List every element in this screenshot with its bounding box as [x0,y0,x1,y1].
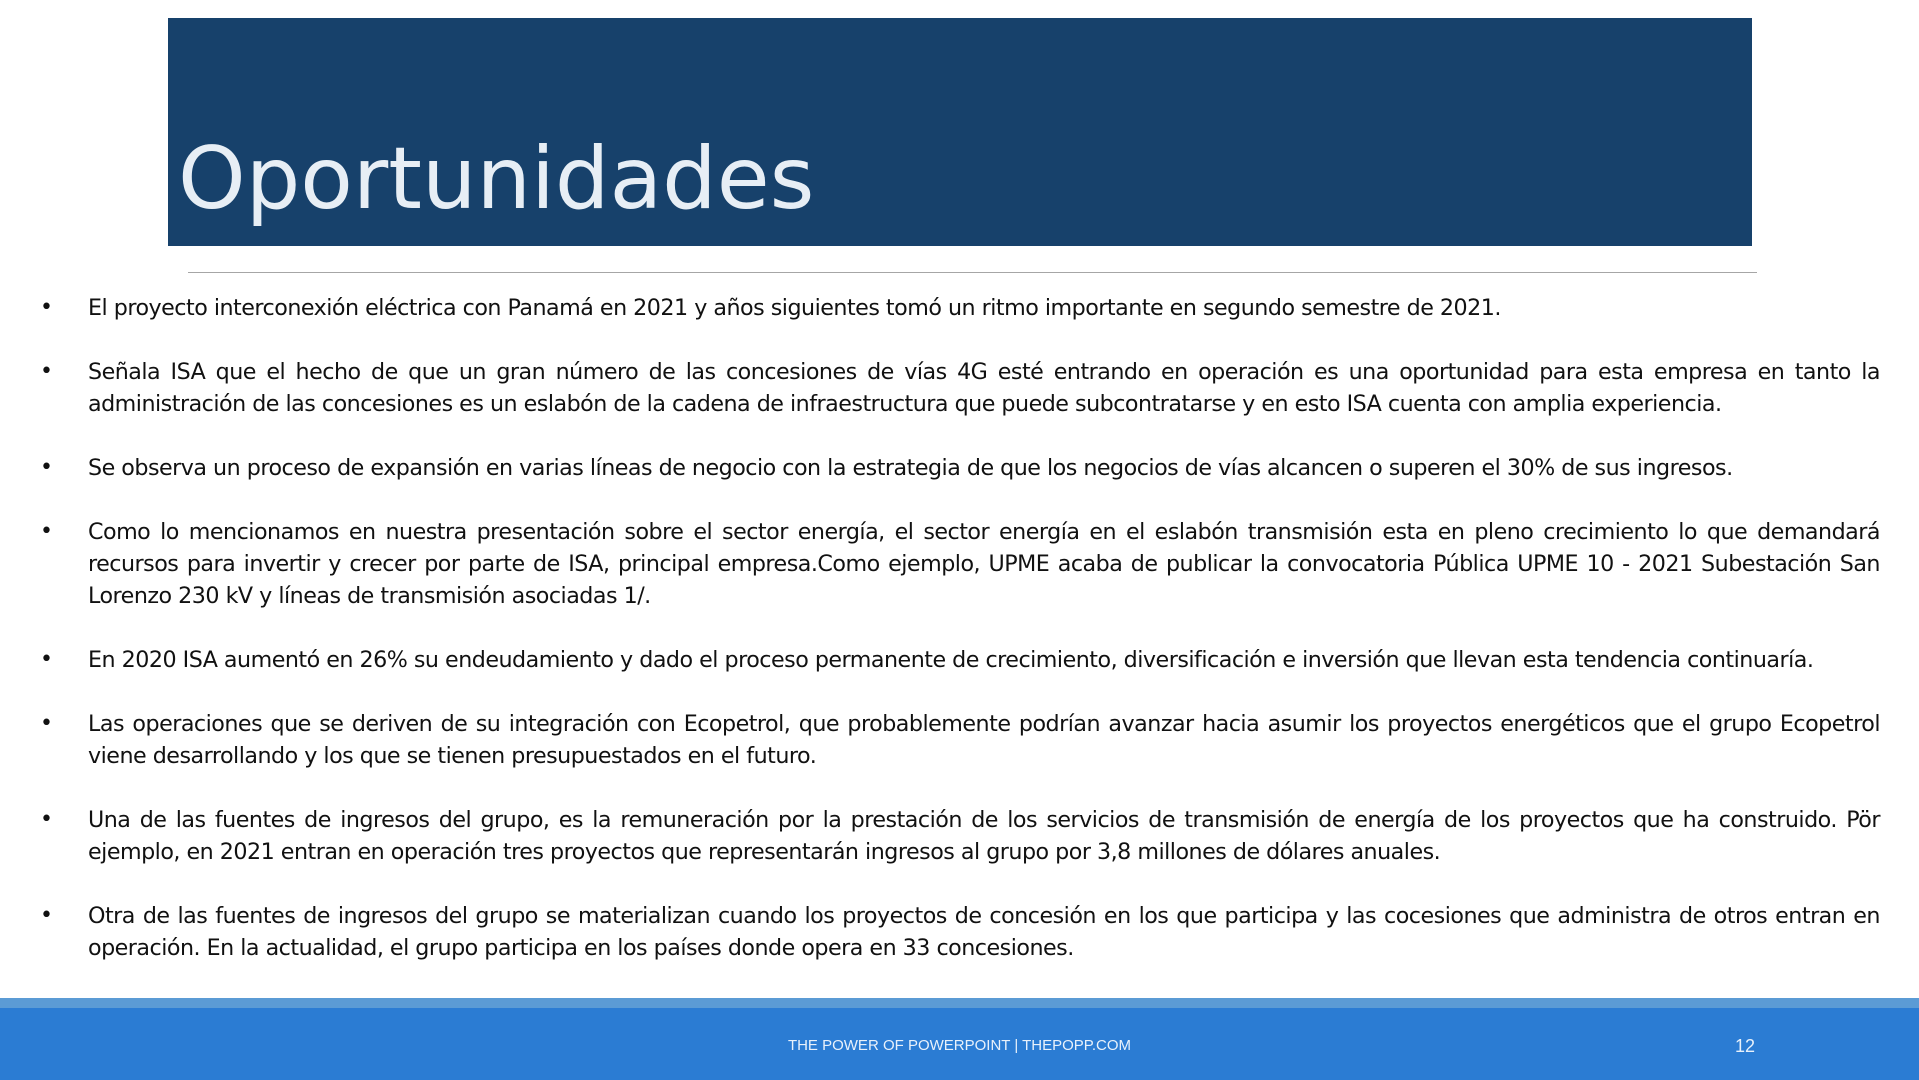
title-banner [168,18,1752,246]
bullet-dot-icon: • [40,295,53,320]
bullet-item [40,516,1880,612]
bullet-text: Señala ISA que el hecho de que un gran número de las concesiones de vías 4G esté entrando en operación es una oportunidad para esta empresa en tanto la administración de las concesiones es un eslabón de la cadena de infraestructura que puede subcontratarse y en esto ISA cuenta con amplia experiencia. [88,359,1880,417]
footer-accent-stripe [0,998,1919,1008]
footer-bar [0,1008,1919,1080]
bullet-text: Se observa un proceso de expansión en varias líneas de negocio con la estrategia de que los negocios de vías alcancen o superen el 30% de sus ingresos. [88,455,1733,481]
bullet-dot-icon: • [40,807,53,832]
bullet-text: Como lo mencionamos en nuestra presentación sobre el sector energía, el sector energía en el eslabón transmisión esta en pleno crecimiento lo que demandará recursos para invertir y crecer por parte de ISA, principal empresa.Como ejemplo, UPME acaba de publicar la convocatoria Pública UPME 10 - 2021 Subestación San Lorenzo 230 kV y líneas de transmisión asociadas 1/. [88,519,1880,609]
bullet-item [40,900,1880,964]
bullet-text: Otra de las fuentes de ingresos del grupo se materializan cuando los proyectos de concesión en los que participa y las cocesiones que administra de otros entran en operación. En la actualidad, el grupo participa en los países donde opera en 33 concesiones. [88,903,1880,961]
title-divider [188,272,1757,273]
bullet-item [40,804,1880,868]
bullet-item [40,356,1880,420]
bullet-text: Una de las fuentes de ingresos del grupo, es la remuneración por la prestación de los servicios de transmisión de energía de los proyectos que ha construido. Pör ejemplo, en 2021 entran en operación tres proyectos que representarán ingresos al grupo por 3,8 millones de dólares anuales. [88,807,1880,865]
bullet-item [40,708,1880,772]
bullet-item [40,292,1880,324]
bullet-dot-icon: • [40,903,53,928]
slide-title: Oportunidades [178,129,815,229]
bullet-dot-icon: • [40,359,53,384]
footer-text: THE POWER OF POWERPOINT | THEPOPP.COM [787,1037,1132,1054]
bullet-list [40,292,1880,996]
bullet-text: El proyecto interconexión eléctrica con Panamá en 2021 y años siguientes tomó un ritmo importante en segundo semestre de 2021. [88,295,1501,321]
bullet-item [40,644,1880,676]
bullet-dot-icon: • [40,455,53,480]
bullet-text: En 2020 ISA aumentó en 26% su endeudamiento y dado el proceso permanente de crecimiento, diversificación e inversión que llevan esta tendencia continuaría. [88,647,1814,673]
bullet-text: Las operaciones que se deriven de su integración con Ecopetrol, que probablemente podrían avanzar hacia asumir los proyectos energéticos que el grupo Ecopetrol viene desarrollando y los que se tienen presupuestados en el futuro. [88,711,1880,769]
page-number: 12 [1734,1036,1756,1056]
bullet-dot-icon: • [40,711,53,736]
bullet-dot-icon: • [40,519,53,544]
bullet-item [40,452,1880,484]
bullet-dot-icon: • [40,647,53,672]
